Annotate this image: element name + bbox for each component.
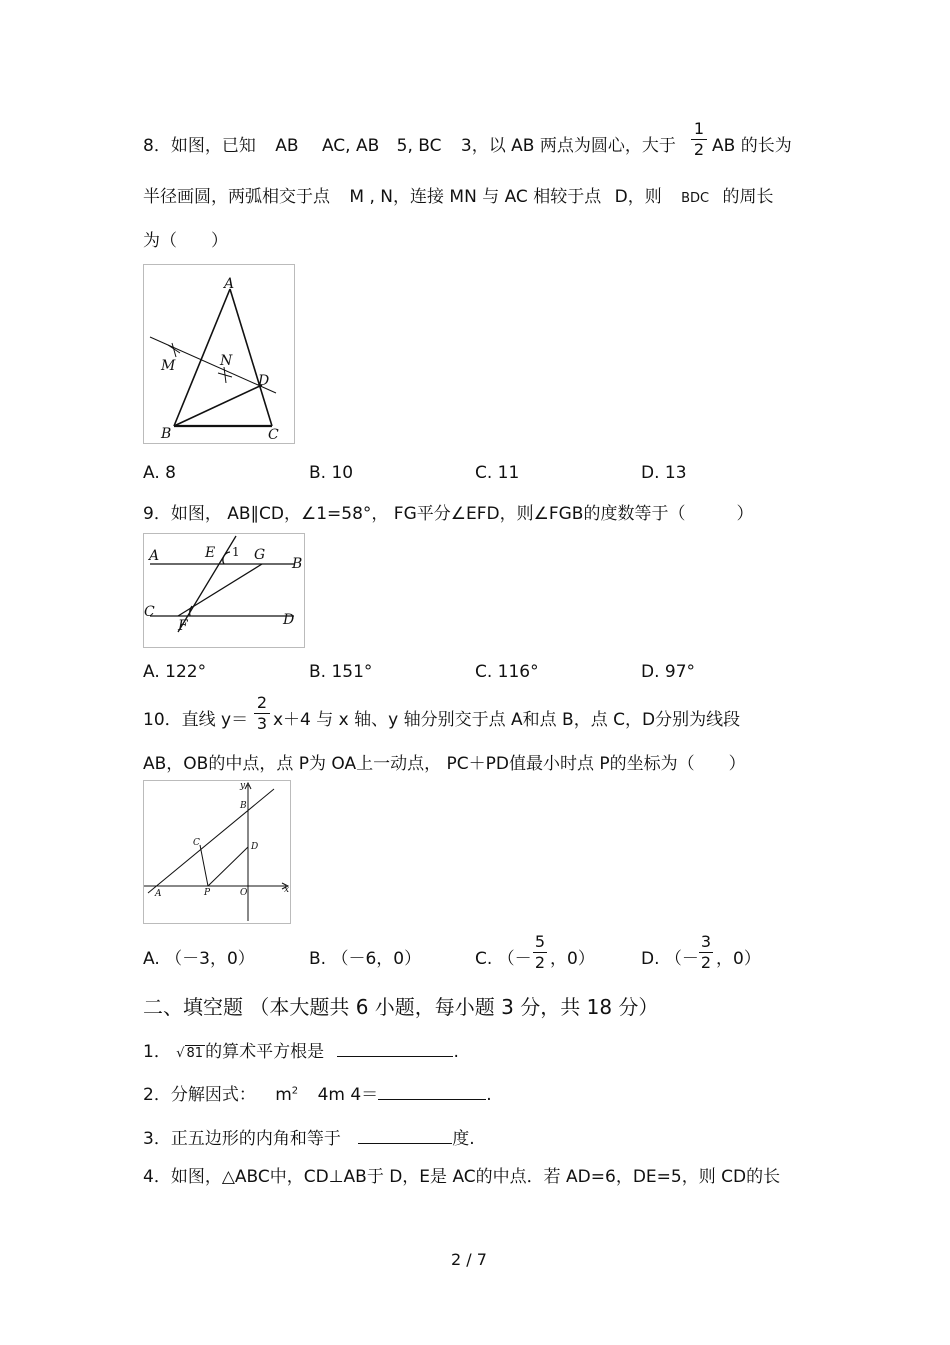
fill-4: 4．如图，△ABC中，CD⊥AB于 D，E是 AC的中点．若 AD=6，DE=5，则 CD的长 (143, 1167, 781, 1187)
fill-1-text: 的算术平方根是 (205, 1042, 325, 1062)
label-C: C (268, 427, 279, 443)
q10-text: 10．直线 y＝ (143, 710, 249, 730)
label-F: F (178, 618, 188, 634)
q8-option-b: B. 10 (309, 463, 354, 483)
fill-2-expr: 4m 4＝ (317, 1085, 379, 1105)
label-M: M (161, 358, 176, 374)
q10-text: AB，OB的中点，点 P为 OA上一动点， PC＋PD值最小时点 P的坐标为（ ） (143, 754, 746, 774)
label-D: D (283, 612, 295, 628)
label-C: C (193, 838, 200, 848)
fill-3-unit: 度. (452, 1129, 475, 1149)
fill-1-number: 1． (143, 1042, 171, 1062)
label-D: D (258, 373, 270, 389)
fill-3 (143, 1124, 475, 1149)
q8-text: AB 的长为 (712, 136, 792, 156)
q10-text: x＋4 与 x 轴、y 轴分别交于点 A和点 B，点 C，D分别为线段 (273, 710, 741, 730)
label-N: N (220, 353, 233, 369)
page-number: 2 / 7 (451, 1250, 487, 1269)
label-C: C (144, 604, 155, 620)
frac-denominator: 2 (534, 953, 546, 972)
q10-option-c-fraction (533, 933, 547, 972)
q9-stem: 9．如图， AB∥CD，∠1=58°， FG平分∠EFD，则∠FGB的度数等于（ ） (143, 504, 754, 524)
q10-option-d-prefix: D. （－ (641, 949, 699, 969)
q8-option-a: A. 8 (143, 463, 176, 483)
q10-option-a: A. （－3，0） (143, 949, 255, 969)
q9-option-d: D. 97° (641, 662, 696, 682)
label-B: B (240, 801, 247, 811)
label-A: A (149, 548, 160, 564)
q8-text: 为（ ） (143, 231, 228, 251)
label-y: y (240, 781, 246, 791)
q9-option-b: B. 151° (309, 662, 373, 682)
fill-2-text: 2．分解因式： (143, 1085, 256, 1105)
q10-option-d-suffix: ，0） (716, 949, 761, 969)
frac-numerator: 5 (534, 932, 546, 951)
label-E: E (205, 545, 216, 561)
answer-blank[interactable] (378, 1083, 486, 1100)
q8-fraction (691, 120, 707, 159)
q9-figure (143, 533, 305, 648)
q8-option-d: D. 13 (641, 463, 687, 483)
fill-3-text: 3．正五边形的内角和等于 (143, 1129, 341, 1149)
answer-blank[interactable] (358, 1127, 452, 1144)
fill-2-exponent: 2 (291, 1085, 299, 1097)
label-B: B (292, 556, 303, 572)
q9-option-c: C. 116° (475, 662, 539, 682)
q10-option-c-suffix: ，0） (550, 949, 595, 969)
q8-text: 5, BC (396, 136, 442, 156)
frac-denominator: 3 (256, 714, 268, 733)
frac-numerator: 2 (256, 693, 268, 712)
q10-figure (143, 780, 291, 924)
label-x: x (284, 885, 290, 895)
q8-option-c: C. 11 (475, 463, 520, 483)
q10-option-c-prefix: C. （－ (475, 949, 532, 969)
answer-blank[interactable] (337, 1040, 453, 1057)
q8-text: 的周长 (722, 187, 774, 207)
fill-1: 1． √ 81 的算术平方根是 . (143, 1042, 459, 1062)
q9-option-a: A. 122° (143, 662, 207, 682)
label-G: G (254, 547, 266, 563)
fill-1-end: . (453, 1042, 459, 1062)
q8-text: D，则 (614, 187, 662, 207)
frac-numerator: 3 (700, 932, 712, 951)
label-P: P (204, 888, 211, 898)
label-D: D (251, 842, 259, 852)
label-angle-1: 1 (232, 545, 240, 559)
fill-2 (143, 1080, 492, 1105)
fill-2-end: . (486, 1085, 492, 1105)
q10-option-d-fraction (699, 933, 713, 972)
section-title: 二、填空题 （本大题共 6 小题，每小题 3 分，共 18 分） (143, 995, 659, 1019)
q8-text: 半径画圆，两弧相交于点 (143, 187, 330, 207)
q8-text: BDC (681, 191, 710, 206)
q8-text: 8．如图，已知 (143, 136, 256, 156)
label-A: A (155, 889, 162, 899)
sqrt-radicand: 81 (186, 1046, 204, 1061)
q10-fraction (254, 694, 270, 733)
label-A: A (224, 276, 235, 292)
frac-numerator: 1 (693, 119, 705, 138)
fill-2-m: m (275, 1085, 292, 1105)
q8-text: M , N，连接 MN 与 AC 相较于点 (349, 187, 602, 207)
q8-text: 3，以 AB 两点为圆心，大于 (460, 136, 676, 156)
q8-text: AC, AB (321, 136, 380, 156)
label-B: B (161, 426, 172, 442)
q8-text: AB (275, 136, 299, 156)
label-O: O (240, 888, 248, 898)
q8-figure (143, 264, 295, 444)
frac-denominator: 2 (700, 953, 712, 972)
frac-denominator: 2 (693, 140, 705, 159)
q10-option-b: B. （－6，0） (309, 949, 422, 969)
